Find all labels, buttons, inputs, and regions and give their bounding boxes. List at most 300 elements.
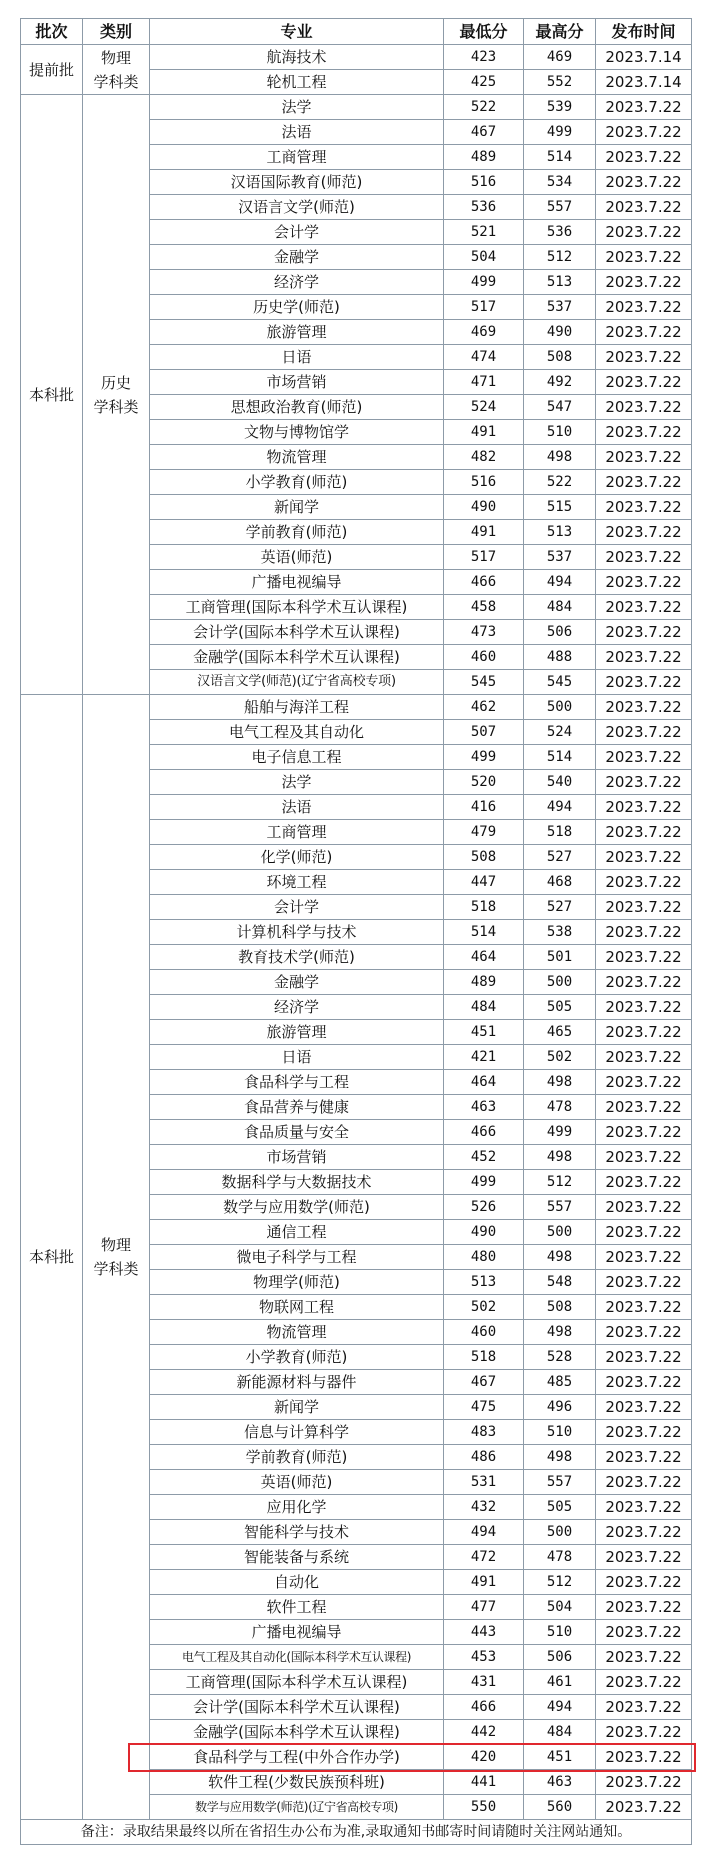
header-max-score: 最高分 xyxy=(524,19,596,45)
date-cell: 2023.7.22 xyxy=(596,595,692,620)
major-cell: 工商管理 xyxy=(150,145,444,170)
major-cell: 工商管理(国际本科学术互认课程) xyxy=(150,1670,444,1695)
category-cell xyxy=(83,695,150,1820)
date-cell: 2023.7.22 xyxy=(596,620,692,645)
header-category: 类别 xyxy=(83,19,150,45)
min-score-cell: 471 xyxy=(444,370,524,395)
min-score-cell: 491 xyxy=(444,1570,524,1595)
max-score-cell: 500 xyxy=(524,1220,596,1245)
major-cell: 金融学(国际本科学术互认课程) xyxy=(150,645,444,670)
min-score-cell: 420 xyxy=(444,1745,524,1770)
major-cell: 新能源材料与器件 xyxy=(150,1370,444,1395)
batch-cell: 提前批 xyxy=(21,45,83,95)
date-cell: 2023.7.22 xyxy=(596,270,692,295)
max-score-cell: 510 xyxy=(524,1620,596,1645)
min-score-cell: 499 xyxy=(444,1170,524,1195)
min-score-cell: 480 xyxy=(444,1245,524,1270)
max-score-cell: 508 xyxy=(524,1295,596,1320)
date-cell: 2023.7.22 xyxy=(596,1545,692,1570)
header-batch: 批次 xyxy=(21,19,83,45)
max-score-cell: 505 xyxy=(524,995,596,1020)
major-cell: 物理学(师范) xyxy=(150,1270,444,1295)
min-score-cell: 518 xyxy=(444,1345,524,1370)
major-cell: 新闻学 xyxy=(150,495,444,520)
min-score-cell: 489 xyxy=(444,970,524,995)
date-cell: 2023.7.22 xyxy=(596,345,692,370)
date-cell: 2023.7.22 xyxy=(596,1745,692,1770)
major-cell: 工商管理(国际本科学术互认课程) xyxy=(150,595,444,620)
footnote: 备注：录取结果最终以所在省招生办公布为准,录取通知书邮寄时间请随时关注网站通知。 xyxy=(21,1820,692,1845)
max-score-cell: 548 xyxy=(524,1270,596,1295)
max-score-cell: 469 xyxy=(524,45,596,70)
max-score-cell: 545 xyxy=(524,670,596,695)
major-cell: 环境工程 xyxy=(150,870,444,895)
min-score-cell: 464 xyxy=(444,1070,524,1095)
major-cell: 电子信息工程 xyxy=(150,745,444,770)
major-cell: 学前教育(师范) xyxy=(150,1445,444,1470)
min-score-cell: 458 xyxy=(444,595,524,620)
max-score-cell: 478 xyxy=(524,1545,596,1570)
max-score-cell: 498 xyxy=(524,1445,596,1470)
min-score-cell: 517 xyxy=(444,545,524,570)
max-score-cell: 498 xyxy=(524,1145,596,1170)
min-score-cell: 472 xyxy=(444,1545,524,1570)
max-score-cell: 514 xyxy=(524,145,596,170)
min-score-cell: 464 xyxy=(444,945,524,970)
major-cell: 市场营销 xyxy=(150,370,444,395)
date-cell: 2023.7.22 xyxy=(596,170,692,195)
date-cell: 2023.7.22 xyxy=(596,95,692,120)
category-cell xyxy=(83,45,150,95)
min-score-cell: 469 xyxy=(444,320,524,345)
major-cell: 食品科学与工程 xyxy=(150,1070,444,1095)
major-cell: 文物与博物馆学 xyxy=(150,420,444,445)
max-score-cell: 484 xyxy=(524,595,596,620)
min-score-cell: 474 xyxy=(444,345,524,370)
max-score-cell: 508 xyxy=(524,345,596,370)
max-score-cell: 513 xyxy=(524,520,596,545)
major-cell: 工商管理 xyxy=(150,820,444,845)
min-score-cell: 484 xyxy=(444,995,524,1020)
max-score-cell: 547 xyxy=(524,395,596,420)
min-score-cell: 499 xyxy=(444,745,524,770)
date-cell: 2023.7.14 xyxy=(596,70,692,95)
max-score-cell: 512 xyxy=(524,1570,596,1595)
max-score-cell: 527 xyxy=(524,845,596,870)
table-body xyxy=(21,45,692,1820)
max-score-cell: 518 xyxy=(524,820,596,845)
major-cell: 会计学 xyxy=(150,220,444,245)
max-score-cell: 537 xyxy=(524,545,596,570)
date-cell: 2023.7.22 xyxy=(596,1095,692,1120)
date-cell: 2023.7.22 xyxy=(596,645,692,670)
max-score-cell: 557 xyxy=(524,195,596,220)
date-cell: 2023.7.22 xyxy=(596,795,692,820)
date-cell: 2023.7.22 xyxy=(596,1570,692,1595)
max-score-cell: 451 xyxy=(524,1745,596,1770)
min-score-cell: 463 xyxy=(444,1095,524,1120)
major-cell: 金融学 xyxy=(150,245,444,270)
max-score-cell: 494 xyxy=(524,795,596,820)
major-cell: 计算机科学与技术 xyxy=(150,920,444,945)
min-score-cell: 447 xyxy=(444,870,524,895)
date-cell: 2023.7.22 xyxy=(596,995,692,1020)
min-score-cell: 502 xyxy=(444,1295,524,1320)
min-score-cell: 520 xyxy=(444,770,524,795)
max-score-cell: 534 xyxy=(524,170,596,195)
major-cell: 历史学(师范) xyxy=(150,295,444,320)
min-score-cell: 423 xyxy=(444,45,524,70)
max-score-cell: 500 xyxy=(524,1520,596,1545)
major-cell: 电气工程及其自动化 xyxy=(150,720,444,745)
major-cell: 英语(师范) xyxy=(150,1470,444,1495)
major-cell: 通信工程 xyxy=(150,1220,444,1245)
min-score-cell: 431 xyxy=(444,1670,524,1695)
max-score-cell: 504 xyxy=(524,1595,596,1620)
date-cell: 2023.7.22 xyxy=(596,1245,692,1270)
date-cell: 2023.7.22 xyxy=(596,970,692,995)
major-cell: 化学(师范) xyxy=(150,845,444,870)
max-score-cell: 539 xyxy=(524,95,596,120)
major-cell: 广播电视编导 xyxy=(150,1620,444,1645)
major-cell: 经济学 xyxy=(150,995,444,1020)
max-score-cell: 524 xyxy=(524,720,596,745)
major-cell: 会计学(国际本科学术互认课程) xyxy=(150,1695,444,1720)
date-cell: 2023.7.22 xyxy=(596,1620,692,1645)
max-score-cell: 494 xyxy=(524,1695,596,1720)
min-score-cell: 451 xyxy=(444,1020,524,1045)
date-cell: 2023.7.22 xyxy=(596,445,692,470)
max-score-cell: 552 xyxy=(524,70,596,95)
major-cell: 教育技术学(师范) xyxy=(150,945,444,970)
major-cell: 食品科学与工程(中外合作办学) xyxy=(150,1745,444,1770)
major-cell: 新闻学 xyxy=(150,1395,444,1420)
max-score-cell: 506 xyxy=(524,620,596,645)
major-cell: 物流管理 xyxy=(150,1320,444,1345)
max-score-cell: 528 xyxy=(524,1345,596,1370)
date-cell: 2023.7.22 xyxy=(596,895,692,920)
date-cell: 2023.7.22 xyxy=(596,670,692,695)
max-score-cell: 496 xyxy=(524,1395,596,1420)
major-cell: 英语(师范) xyxy=(150,545,444,570)
date-cell: 2023.7.22 xyxy=(596,720,692,745)
major-cell: 食品质量与安全 xyxy=(150,1120,444,1145)
major-cell: 小学教育(师范) xyxy=(150,470,444,495)
date-cell: 2023.7.22 xyxy=(596,845,692,870)
max-score-cell: 510 xyxy=(524,1420,596,1445)
batch-cell: 本科批 xyxy=(21,95,83,695)
min-score-cell: 513 xyxy=(444,1270,524,1295)
major-cell: 会计学 xyxy=(150,895,444,920)
min-score-cell: 491 xyxy=(444,420,524,445)
max-score-cell: 522 xyxy=(524,470,596,495)
date-cell: 2023.7.22 xyxy=(596,420,692,445)
max-score-cell: 506 xyxy=(524,1645,596,1670)
min-score-cell: 494 xyxy=(444,1520,524,1545)
category-line: 学科类 xyxy=(93,397,139,416)
max-score-cell: 468 xyxy=(524,870,596,895)
max-score-cell: 498 xyxy=(524,445,596,470)
major-cell: 软件工程 xyxy=(150,1595,444,1620)
date-cell: 2023.7.22 xyxy=(596,245,692,270)
date-cell: 2023.7.22 xyxy=(596,820,692,845)
major-cell: 金融学(国际本科学术互认课程) xyxy=(150,1720,444,1745)
max-score-cell: 540 xyxy=(524,770,596,795)
max-score-cell: 560 xyxy=(524,1795,596,1820)
major-cell: 法语 xyxy=(150,795,444,820)
max-score-cell: 463 xyxy=(524,1770,596,1795)
max-score-cell: 499 xyxy=(524,120,596,145)
major-cell: 经济学 xyxy=(150,270,444,295)
date-cell: 2023.7.22 xyxy=(596,1420,692,1445)
date-cell: 2023.7.22 xyxy=(596,1020,692,1045)
major-cell: 思想政治教育(师范) xyxy=(150,395,444,420)
date-cell: 2023.7.22 xyxy=(596,1220,692,1245)
min-score-cell: 432 xyxy=(444,1495,524,1520)
min-score-cell: 490 xyxy=(444,1220,524,1245)
category-line: 物理 xyxy=(100,1236,131,1254)
table-row xyxy=(21,695,692,720)
min-score-cell: 477 xyxy=(444,1595,524,1620)
major-cell: 日语 xyxy=(150,1045,444,1070)
date-cell: 2023.7.22 xyxy=(596,1795,692,1820)
min-score-cell: 421 xyxy=(444,1045,524,1070)
date-cell: 2023.7.22 xyxy=(596,545,692,570)
min-score-cell: 490 xyxy=(444,495,524,520)
max-score-cell: 498 xyxy=(524,1320,596,1345)
date-cell: 2023.7.22 xyxy=(596,1670,692,1695)
date-cell: 2023.7.22 xyxy=(596,145,692,170)
max-score-cell: 510 xyxy=(524,420,596,445)
max-score-cell: 512 xyxy=(524,1170,596,1195)
min-score-cell: 466 xyxy=(444,1695,524,1720)
min-score-cell: 518 xyxy=(444,895,524,920)
major-cell: 智能装备与系统 xyxy=(150,1545,444,1570)
header-min-score: 最低分 xyxy=(444,19,524,45)
major-cell: 应用化学 xyxy=(150,1495,444,1520)
date-cell: 2023.7.22 xyxy=(596,1195,692,1220)
admission-score-table xyxy=(20,18,692,1845)
min-score-cell: 460 xyxy=(444,645,524,670)
date-cell: 2023.7.22 xyxy=(596,745,692,770)
min-score-cell: 479 xyxy=(444,820,524,845)
major-cell: 法学 xyxy=(150,770,444,795)
min-score-cell: 550 xyxy=(444,1795,524,1820)
date-cell: 2023.7.22 xyxy=(596,1695,692,1720)
major-cell: 小学教育(师范) xyxy=(150,1345,444,1370)
min-score-cell: 443 xyxy=(444,1620,524,1645)
min-score-cell: 499 xyxy=(444,270,524,295)
min-score-cell: 489 xyxy=(444,145,524,170)
max-score-cell: 488 xyxy=(524,645,596,670)
table-header-row xyxy=(21,19,692,45)
major-cell: 船舶与海洋工程 xyxy=(150,695,444,720)
date-cell: 2023.7.22 xyxy=(596,1270,692,1295)
score-table-container xyxy=(20,18,691,1845)
major-cell: 汉语国际教育(师范) xyxy=(150,170,444,195)
max-score-cell: 514 xyxy=(524,745,596,770)
header-major: 专业 xyxy=(150,19,444,45)
min-score-cell: 524 xyxy=(444,395,524,420)
date-cell: 2023.7.22 xyxy=(596,870,692,895)
date-cell: 2023.7.22 xyxy=(596,1320,692,1345)
date-cell: 2023.7.22 xyxy=(596,220,692,245)
max-score-cell: 490 xyxy=(524,320,596,345)
min-score-cell: 486 xyxy=(444,1445,524,1470)
major-cell: 信息与计算科学 xyxy=(150,1420,444,1445)
major-cell: 数学与应用数学(师范)(辽宁省高校专项) xyxy=(150,1795,444,1820)
min-score-cell: 467 xyxy=(444,120,524,145)
min-score-cell: 491 xyxy=(444,520,524,545)
major-cell: 法语 xyxy=(150,120,444,145)
header-date: 发布时间 xyxy=(596,19,692,45)
date-cell: 2023.7.22 xyxy=(596,1145,692,1170)
category-line: 物理 xyxy=(100,48,131,67)
min-score-cell: 462 xyxy=(444,695,524,720)
major-cell: 学前教育(师范) xyxy=(150,520,444,545)
min-score-cell: 425 xyxy=(444,70,524,95)
table-row xyxy=(21,45,692,70)
max-score-cell: 499 xyxy=(524,1120,596,1145)
major-cell: 数学与应用数学(师范) xyxy=(150,1195,444,1220)
date-cell: 2023.7.22 xyxy=(596,320,692,345)
major-cell: 市场营销 xyxy=(150,1145,444,1170)
major-cell: 金融学 xyxy=(150,970,444,995)
date-cell: 2023.7.22 xyxy=(596,1045,692,1070)
max-score-cell: 557 xyxy=(524,1195,596,1220)
min-score-cell: 508 xyxy=(444,845,524,870)
date-cell: 2023.7.22 xyxy=(596,395,692,420)
date-cell: 2023.7.22 xyxy=(596,1595,692,1620)
min-score-cell: 526 xyxy=(444,1195,524,1220)
major-cell: 自动化 xyxy=(150,1570,444,1595)
max-score-cell: 492 xyxy=(524,370,596,395)
date-cell: 2023.7.22 xyxy=(596,370,692,395)
date-cell: 2023.7.22 xyxy=(596,1395,692,1420)
major-cell: 广播电视编导 xyxy=(150,570,444,595)
min-score-cell: 507 xyxy=(444,720,524,745)
major-cell: 法学 xyxy=(150,95,444,120)
min-score-cell: 482 xyxy=(444,445,524,470)
max-score-cell: 484 xyxy=(524,1720,596,1745)
category-cell xyxy=(83,95,150,695)
min-score-cell: 442 xyxy=(444,1720,524,1745)
major-cell: 数据科学与大数据技术 xyxy=(150,1170,444,1195)
date-cell: 2023.7.22 xyxy=(596,920,692,945)
major-cell: 微电子科学与工程 xyxy=(150,1245,444,1270)
major-cell: 汉语言文学(师范)(辽宁省高校专项) xyxy=(150,670,444,695)
date-cell: 2023.7.22 xyxy=(596,295,692,320)
max-score-cell: 494 xyxy=(524,570,596,595)
date-cell: 2023.7.22 xyxy=(596,770,692,795)
max-score-cell: 512 xyxy=(524,245,596,270)
max-score-cell: 465 xyxy=(524,1020,596,1045)
major-cell: 轮机工程 xyxy=(150,70,444,95)
date-cell: 2023.7.22 xyxy=(596,1295,692,1320)
max-score-cell: 498 xyxy=(524,1070,596,1095)
batch-cell: 本科批 xyxy=(21,695,83,1820)
date-cell: 2023.7.22 xyxy=(596,1370,692,1395)
max-score-cell: 500 xyxy=(524,970,596,995)
date-cell: 2023.7.22 xyxy=(596,1120,692,1145)
min-score-cell: 467 xyxy=(444,1370,524,1395)
date-cell: 2023.7.22 xyxy=(596,195,692,220)
major-cell: 旅游管理 xyxy=(150,1020,444,1045)
min-score-cell: 516 xyxy=(444,170,524,195)
min-score-cell: 536 xyxy=(444,195,524,220)
max-score-cell: 538 xyxy=(524,920,596,945)
date-cell: 2023.7.22 xyxy=(596,120,692,145)
min-score-cell: 521 xyxy=(444,220,524,245)
table-row xyxy=(21,95,692,120)
max-score-cell: 500 xyxy=(524,695,596,720)
category-line: 学科类 xyxy=(93,1260,139,1278)
date-cell: 2023.7.22 xyxy=(596,1345,692,1370)
date-cell: 2023.7.22 xyxy=(596,1470,692,1495)
min-score-cell: 504 xyxy=(444,245,524,270)
footnote-row xyxy=(21,1820,692,1845)
date-cell: 2023.7.22 xyxy=(596,1070,692,1095)
date-cell: 2023.7.22 xyxy=(596,1645,692,1670)
date-cell: 2023.7.22 xyxy=(596,1170,692,1195)
date-cell: 2023.7.22 xyxy=(596,495,692,520)
max-score-cell: 513 xyxy=(524,270,596,295)
category-line: 历史 xyxy=(100,373,131,392)
major-cell: 电气工程及其自动化(国际本科学术互认课程) xyxy=(150,1645,444,1670)
max-score-cell: 461 xyxy=(524,1670,596,1695)
major-cell: 物联网工程 xyxy=(150,1295,444,1320)
min-score-cell: 452 xyxy=(444,1145,524,1170)
major-cell: 日语 xyxy=(150,345,444,370)
date-cell: 2023.7.22 xyxy=(596,1495,692,1520)
min-score-cell: 522 xyxy=(444,95,524,120)
category-line: 学科类 xyxy=(93,72,139,91)
date-cell: 2023.7.22 xyxy=(596,695,692,720)
max-score-cell: 527 xyxy=(524,895,596,920)
min-score-cell: 460 xyxy=(444,1320,524,1345)
min-score-cell: 514 xyxy=(444,920,524,945)
max-score-cell: 478 xyxy=(524,1095,596,1120)
max-score-cell: 515 xyxy=(524,495,596,520)
date-cell: 2023.7.22 xyxy=(596,470,692,495)
min-score-cell: 516 xyxy=(444,470,524,495)
max-score-cell: 498 xyxy=(524,1245,596,1270)
min-score-cell: 473 xyxy=(444,620,524,645)
min-score-cell: 441 xyxy=(444,1770,524,1795)
max-score-cell: 557 xyxy=(524,1470,596,1495)
max-score-cell: 485 xyxy=(524,1370,596,1395)
date-cell: 2023.7.22 xyxy=(596,1720,692,1745)
major-cell: 食品营养与健康 xyxy=(150,1095,444,1120)
min-score-cell: 475 xyxy=(444,1395,524,1420)
max-score-cell: 502 xyxy=(524,1045,596,1070)
date-cell: 2023.7.22 xyxy=(596,570,692,595)
max-score-cell: 505 xyxy=(524,1495,596,1520)
min-score-cell: 483 xyxy=(444,1420,524,1445)
min-score-cell: 466 xyxy=(444,1120,524,1145)
min-score-cell: 517 xyxy=(444,295,524,320)
date-cell: 2023.7.14 xyxy=(596,45,692,70)
max-score-cell: 537 xyxy=(524,295,596,320)
major-cell: 航海技术 xyxy=(150,45,444,70)
date-cell: 2023.7.22 xyxy=(596,1770,692,1795)
date-cell: 2023.7.22 xyxy=(596,945,692,970)
max-score-cell: 501 xyxy=(524,945,596,970)
max-score-cell: 536 xyxy=(524,220,596,245)
major-cell: 软件工程(少数民族预科班) xyxy=(150,1770,444,1795)
major-cell: 智能科学与技术 xyxy=(150,1520,444,1545)
major-cell: 物流管理 xyxy=(150,445,444,470)
